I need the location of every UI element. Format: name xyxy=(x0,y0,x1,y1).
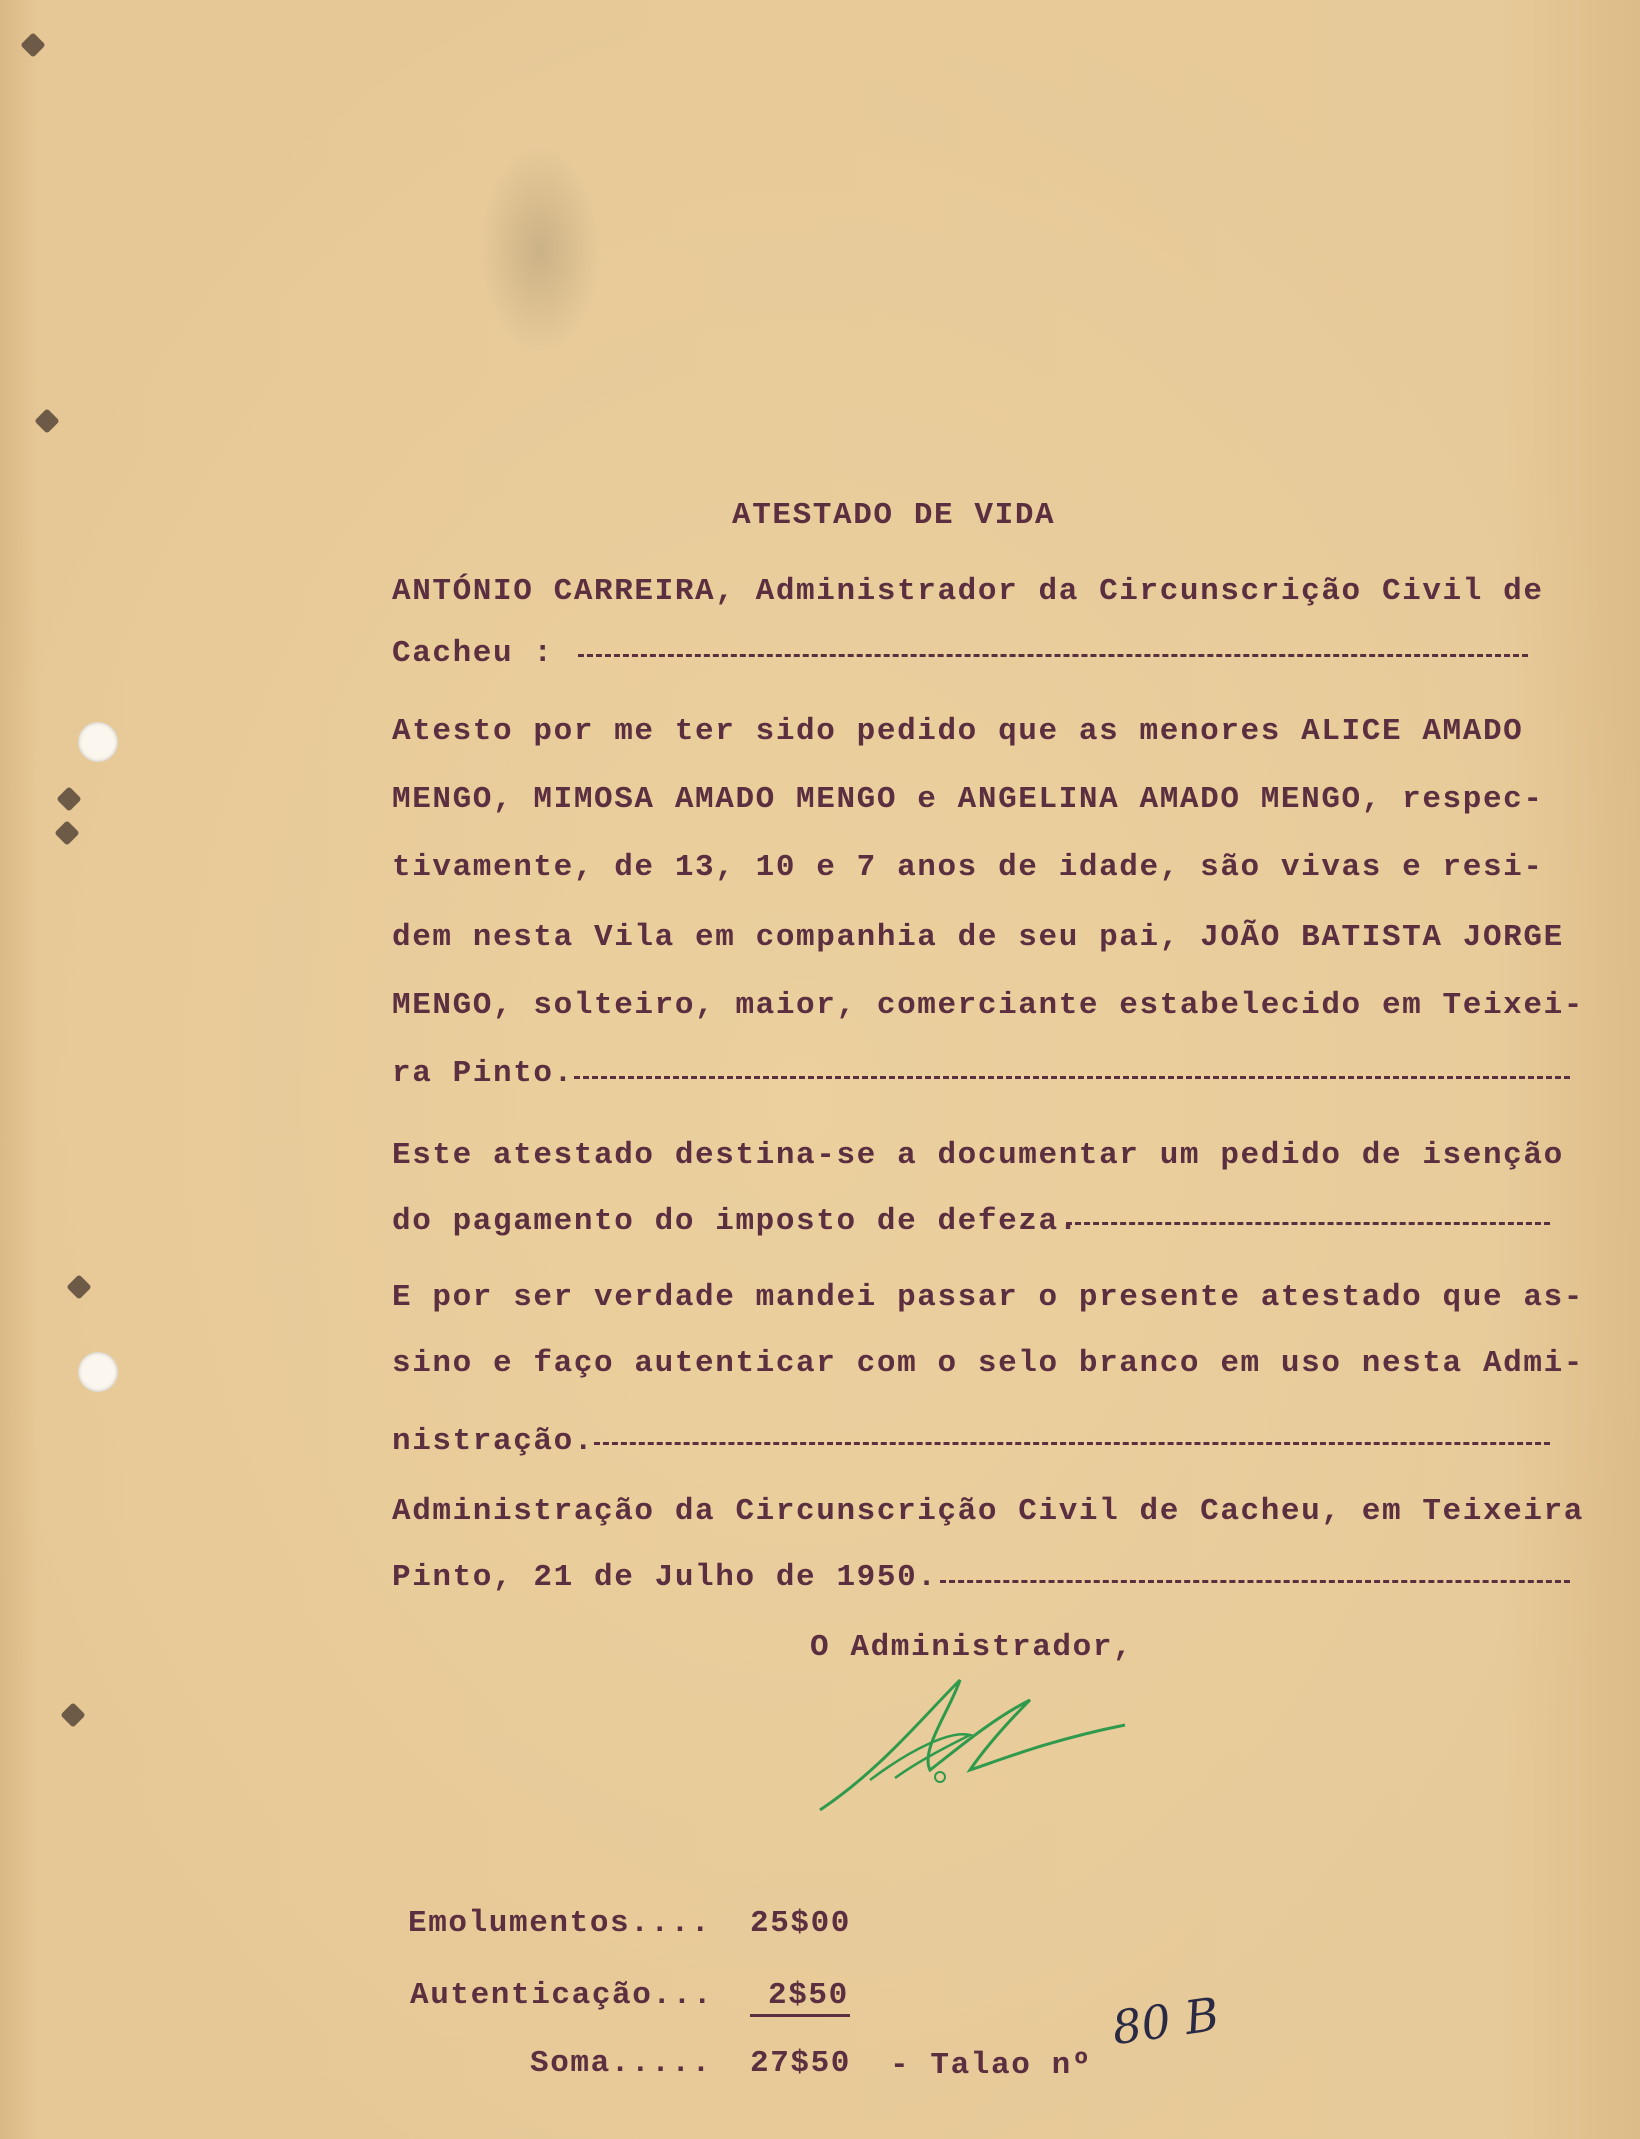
body-line: ANTÓNIO CARREIRA, Administrador da Circunscrição Civil de xyxy=(392,574,1544,609)
fee-autenticacao-value: 2$50 xyxy=(768,1978,849,2013)
line-filler xyxy=(1066,1222,1550,1228)
body-line: do pagamento do imposto de defeza. xyxy=(392,1204,1079,1239)
margin-mark xyxy=(66,1274,91,1299)
fee-emolumentos-label: Emolumentos.... xyxy=(408,1906,712,1941)
line-filler xyxy=(940,1580,1570,1586)
signature-image xyxy=(800,1660,1140,1820)
margin-mark xyxy=(56,786,81,811)
fee-soma-value: 27$50 xyxy=(750,2046,852,2081)
margin-mark xyxy=(20,32,45,57)
margin-mark xyxy=(54,820,79,845)
body-line: tivamente, de 13, 10 e 7 anos de idade, são vivas e resi- xyxy=(392,850,1544,885)
body-line: nistração. xyxy=(392,1424,595,1459)
body-line: dem nesta Vila em companhia de seu pai, JOÃO BATISTA JORGE xyxy=(392,920,1564,955)
body-line: Administração da Circunscrição Civil de Cacheu, em Teixeira xyxy=(392,1494,1584,1529)
body-line: E por ser verdade mandei passar o presente atestado que as- xyxy=(392,1280,1584,1315)
margin-mark xyxy=(60,1702,85,1727)
body-line: Este atestado destina-se a documentar um pedido de isenção xyxy=(392,1138,1564,1173)
fee-emolumentos-value: 25$00 xyxy=(750,1906,852,1941)
punch-hole-top xyxy=(78,722,118,762)
margin-mark xyxy=(34,408,59,433)
punch-hole-bottom xyxy=(78,1352,118,1392)
signatory-label: O Administrador, xyxy=(810,1630,1134,1665)
talao-label: - Talao nº xyxy=(890,2048,1093,2083)
body-line: Cacheu : xyxy=(392,636,554,671)
body-line: Pinto, 21 de Julho de 1950. xyxy=(392,1560,938,1595)
body-line: Atesto por me ter sido pedido que as menores ALICE AMADO xyxy=(392,714,1524,749)
body-line: ra Pinto. xyxy=(392,1056,574,1091)
sum-underline xyxy=(750,2014,850,2017)
body-line: sino e faço autenticar com o selo branco em uso nesta Admi- xyxy=(392,1346,1584,1381)
document-title: ATESTADO DE VIDA xyxy=(732,498,1056,533)
fee-soma-label: Soma..... xyxy=(530,2046,712,2081)
body-line: MENGO, MIMOSA AMADO MENGO e ANGELINA AMADO MENGO, respec- xyxy=(392,782,1544,817)
line-filler xyxy=(594,1442,1550,1448)
line-filler xyxy=(574,1076,1570,1082)
line-filler xyxy=(578,654,1528,660)
body-line: MENGO, solteiro, maior, comerciante estabelecido em Teixei- xyxy=(392,988,1584,1023)
fee-autenticacao-label: Autenticação... xyxy=(410,1978,714,2013)
talao-number-handwritten: 80 B xyxy=(1108,1986,1223,2056)
